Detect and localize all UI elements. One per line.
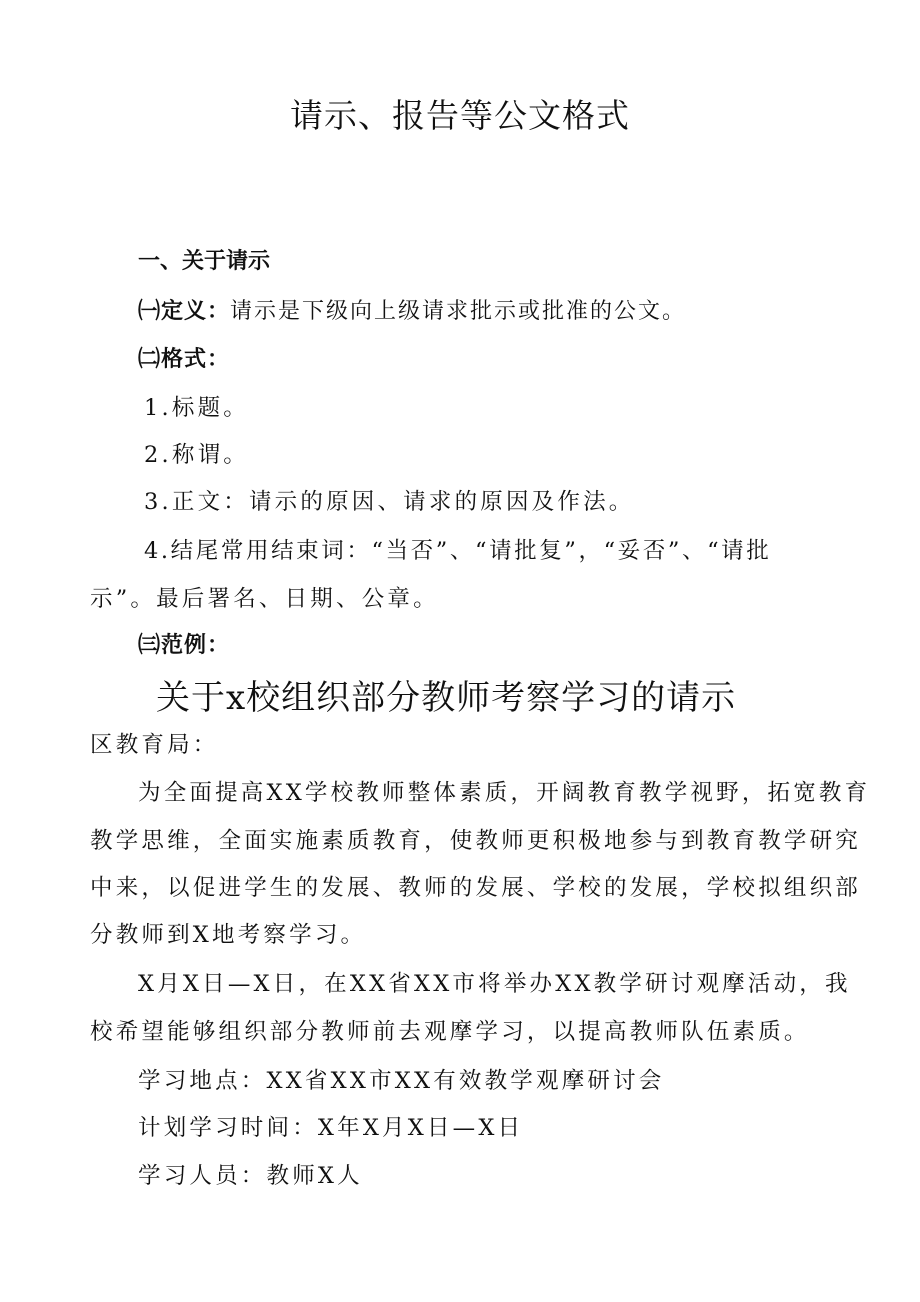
sample-para1-line3: 中来，以促进学生的发展、教师的发展、学校的发展，学校拟组织部 — [90, 875, 862, 901]
format-line — [138, 342, 230, 373]
sample-people: 学习人员：教师X人 — [138, 1163, 363, 1189]
definition-line — [138, 294, 686, 325]
section-heading-request: 一、关于请示 — [138, 248, 271, 274]
sample-para1-line2: 教学思维，全面实施素质教育，使教师更积极地参与到教育教学研究 — [90, 828, 862, 854]
definition-label: ㈠定义： — [138, 298, 231, 324]
format-item-4: 4.结尾常用结束词：“当否”、“请批复”，“妥否”、“请批 — [144, 538, 772, 564]
sample-location: 学习地点：XX省XX市XX有效教学观摩研讨会 — [138, 1068, 665, 1094]
format-item-4-cont: 示”。最后署名、日期、公章。 — [90, 586, 439, 612]
document-title: 请示、报告等公文格式 — [290, 96, 630, 135]
sample-title: 关于x校组织部分教师考察学习的请示 — [156, 678, 737, 718]
format-label: ㈡格式： — [138, 346, 231, 372]
definition-text: 请示是下级向上级请求批示或批准的公文。 — [230, 299, 687, 324]
sample-time: 计划学习时间：X年X月X日—X日 — [138, 1115, 524, 1141]
format-item-2: 2.称谓。 — [144, 442, 249, 468]
sample-para1-line4: 分教师到X地考察学习。 — [90, 922, 367, 948]
format-item-1: 1.标题。 — [144, 395, 249, 421]
example-line — [138, 628, 230, 659]
sample-para2-line1: X月X日—X日，在XX省XX市将举办XX教学研讨观摩活动，我 — [138, 971, 851, 997]
format-item-3: 3.正文：请示的原因、请求的原因及作法。 — [144, 489, 635, 515]
sample-para2-line2: 校希望能够组织部分教师前去观摩学习，以提高教师队伍素质。 — [90, 1019, 810, 1045]
sample-salutation: 区教育局： — [90, 732, 219, 758]
sample-para1-line1: 为全面提高XX学校教师整体素质，开阔教育教学视野，拓宽教育 — [138, 780, 871, 806]
example-label: ㈢范例： — [138, 632, 231, 658]
